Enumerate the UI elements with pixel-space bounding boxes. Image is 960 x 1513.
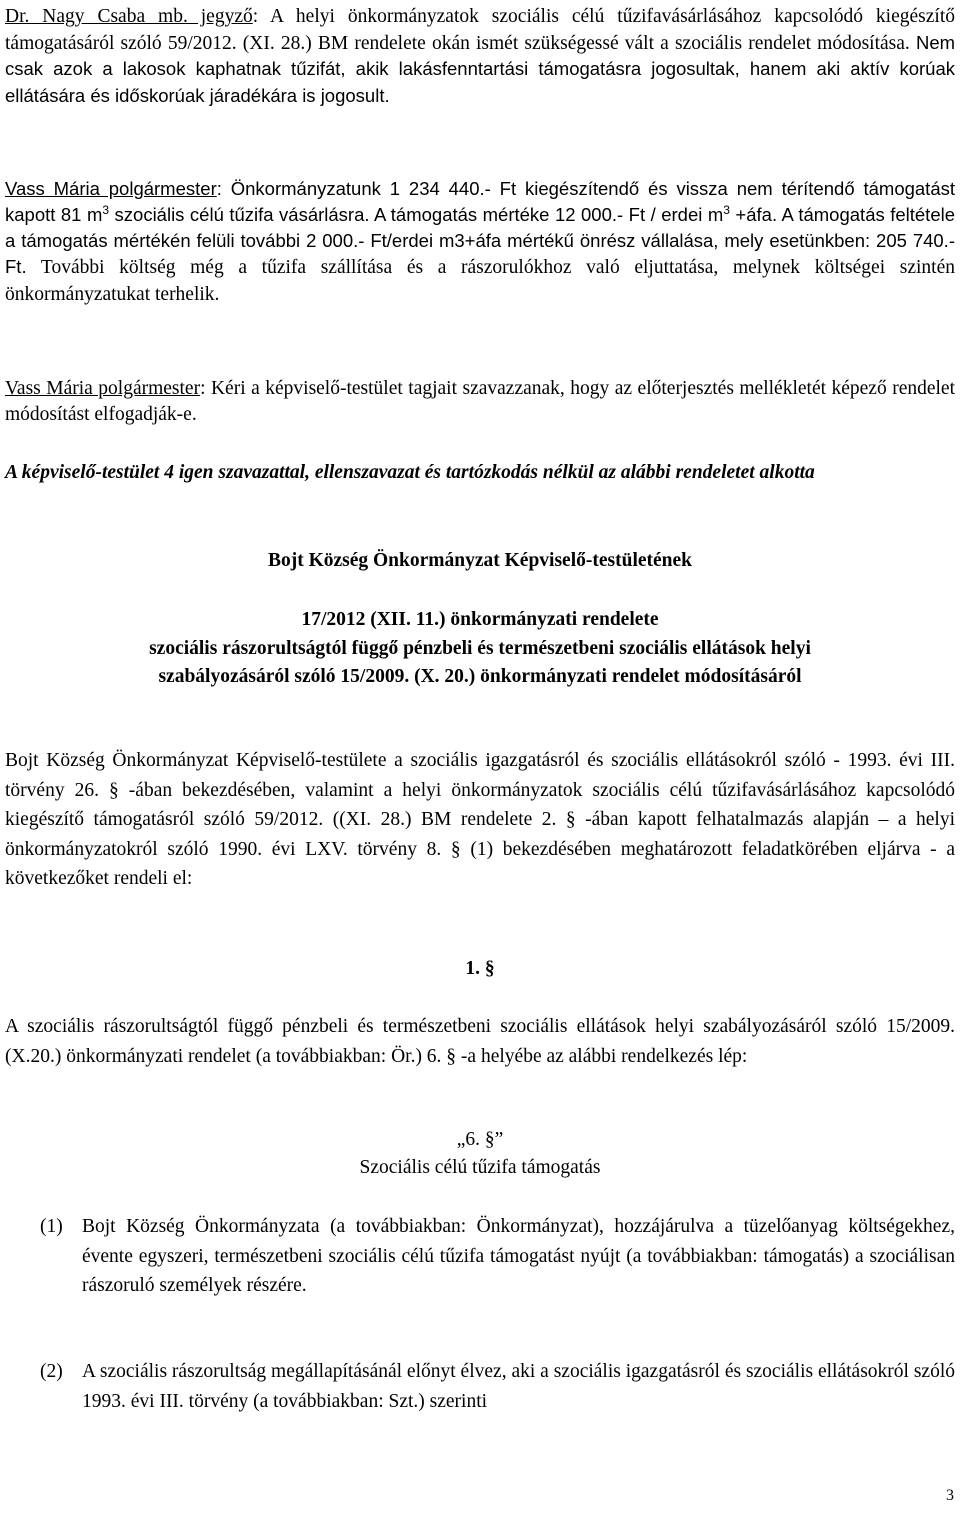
paragraph-notary	[5, 4, 955, 109]
decree-number: 17/2012 (XII. 11.) önkormányzati rendelete	[301, 609, 659, 630]
list-item	[40, 1212, 955, 1301]
decree-title-line-2: szabályozásáról szóló 15/2009. (X. 20.) önkormányzati rendelet módosításáról	[158, 666, 802, 687]
resolution-text: A képviselő-testület 4 igen szavazattal, ellenszavazat és tartózkodás nélkül az alábbi rendeletet alkotta	[5, 462, 815, 483]
section-1-text: A szociális rászorultságtól függő pénzbeli és természetbeni szociális ellátások helyi szabályozásáról szóló 15/2009. (X.20.) önkormányzati rendelet (a továbbiakban: Ör.) 6. § -a helyébe az alábbi rendelkezés lép:	[5, 1016, 955, 1067]
mayor-1-text-a: : Önkormányzatunk 1 234 440.- Ft kiegészítendő és vissza nem térítendő támogatást kapott 81 m	[5, 178, 955, 225]
mayor-1-text-d: További költség még a tűzifa szállítása és a rászorulókhoz való eljuttatása, melynek költségei szintén önkormányzatukat terhelik.	[5, 257, 955, 305]
mayor-1-text-c: +áfa. A támogatás feltétele a támogatás mértékén felüli további 2 000.- Ft/erdei m3+áfa mértékű önrész vállalása, mely esetünkben: 205 740.- Ft.	[5, 204, 956, 277]
section-1-label: 1. §	[465, 958, 495, 979]
item-number: (1)	[40, 1216, 63, 1237]
mayor-1-text-b: szociális célú tűzifa vásárlásra. A támogatás mértéke 12 000.- Ft / erdei m	[109, 204, 724, 225]
list-item	[40, 1357, 955, 1416]
notary-text-1: : A helyi önkormányzatok szociális célú tűzifavásárlásához kapcsolódó kiegészítő támogatásáról szóló 59/2012. (XI. 28.) BM rendelete okán ismét szükségessé vált a szociális rendelet módosítása.	[5, 6, 955, 54]
superscript-2: 3	[723, 202, 730, 217]
speaker-mayor-2: Vass Mária polgármester	[5, 378, 201, 399]
speaker-mayor-1: Vass Mária polgármester	[5, 178, 217, 199]
notary-text-2: Nem csak azok a lakosok kaphatnak tűzifát, akik lakásfenntartási támogatásra jogosultak, hanem aki aktív korúak ellátására és időskorúak járadékára is jogosult.	[5, 31, 956, 106]
paragraph-mayor-1	[5, 176, 955, 308]
speaker-notary: Dr. Nagy Csaba mb. jegyző	[5, 6, 253, 27]
section-6-title: Szociális célú tűzifa támogatás	[359, 1157, 601, 1178]
section-6-label: „6. §”	[456, 1129, 504, 1150]
decree-issuer: Bojt Község Önkormányzat Képviselő-testületének	[267, 550, 693, 571]
mayor-2-text: : Kéri a képviselő-testület tagjait szavazzanak, hogy az előterjesztés mellékletét képező rendelet módosítást elfogadják-e.	[5, 378, 955, 425]
superscript-1: 3	[102, 202, 110, 217]
page-number: 3	[946, 1487, 954, 1504]
preamble: Bojt Község Önkormányzat Képviselő-testülete a szociális igazgatásról és szociális ellátásokról szóló - 1993. évi III. törvény 26. § -ában bekezdésében, valamint a helyi önkormányzatok szociális célú tűzifavásárlásához kapcsolódó kiegészítő támogatásról szóló 59/2012. ((XI. 28.) BM rendelete 2. § -ában kapott felhatalmazás alapján – a helyi önkormányzatokról szóló 1990. évi LXV. törvény 8. § (1) bekezdésében meghatározott feladatkörében eljárva - a következőket rendeli el:	[5, 750, 955, 889]
item-number: (2)	[40, 1361, 63, 1382]
paragraph-mayor-2	[5, 376, 955, 427]
item-text: Bojt Község Önkormányzata (a továbbiakban: Önkormányzat), hozzájárulva a tüzelőanyag költségekhez, évente egyszeri, természetbeni szociális célú tűzifa támogatást nyújt (a továbbiakban: támogatás) a szociálisan rászoruló személyek részére.	[82, 1216, 955, 1296]
decree-title-line-1: szociális rászorultságtól függő pénzbeli és természetbeni szociális ellátások helyi	[149, 638, 811, 659]
item-text: A szociális rászorultság megállapításánál előnyt élvez, aki a szociális igazgatásról és szociális ellátásokról szóló 1993. évi III. törvény (a továbbiakban: Szt.) szerinti	[82, 1361, 955, 1412]
